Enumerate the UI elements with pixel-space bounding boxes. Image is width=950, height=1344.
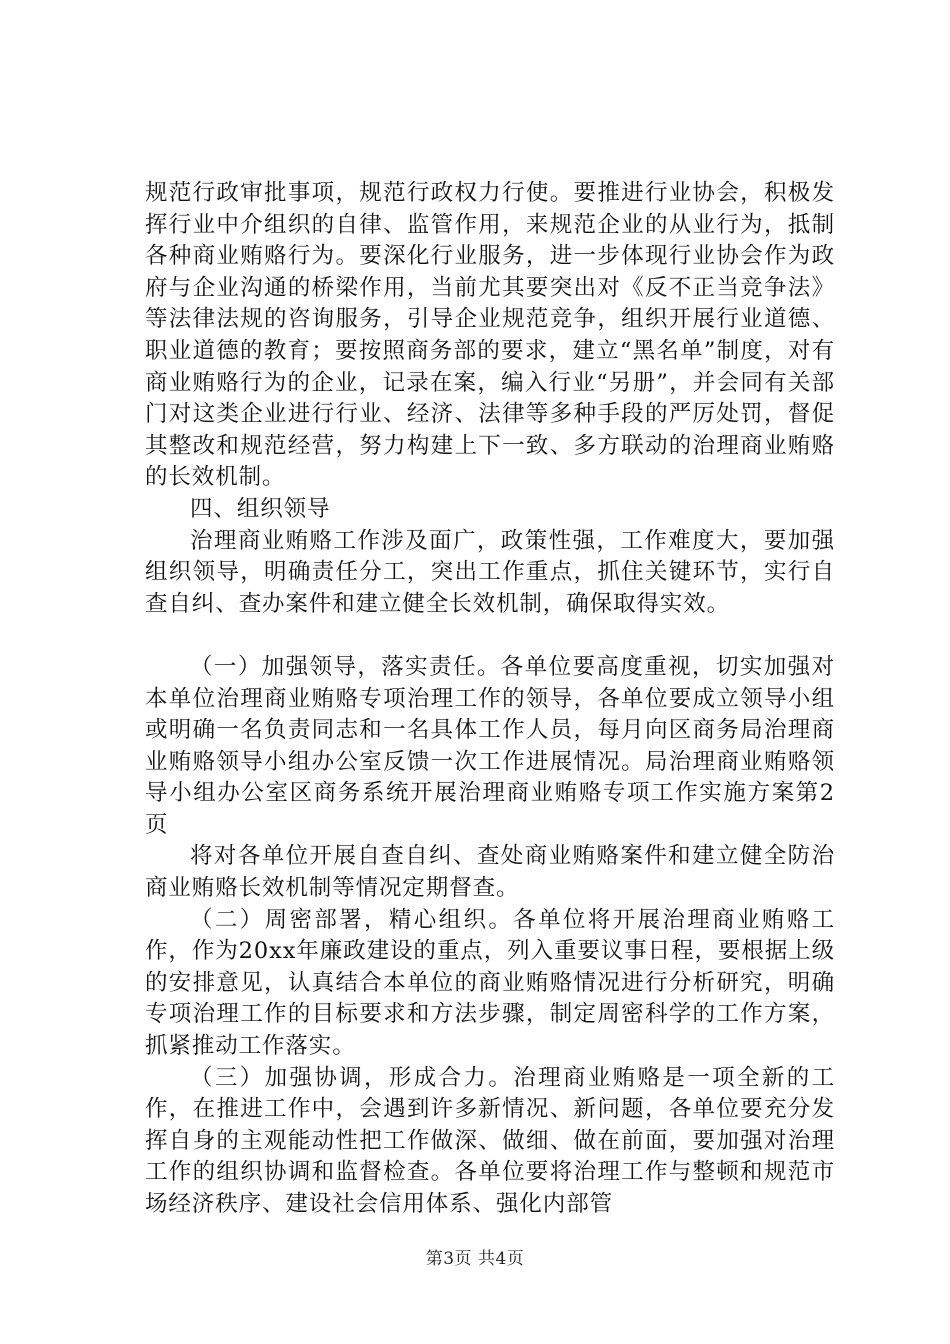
- page-number-footer: 第3页 共4页: [425, 1249, 525, 1269]
- paragraph-item-1: （一）加强领导，落实责任。各单位要高度重视，切实加强对本单位治理商业贿赂专项治理工作的领导，各单位要成立领导小组或明确一名负责同志和一名具体工作人员，每月向区商务局治理商业贿赂领导小组办公室反馈一次工作进展情况。局治理商业贿赂领导小组办公室区商务系统开展治理商业贿赂专项工作实施方案第2页: [145, 653, 835, 838]
- paragraph-continuation: 规范行政审批事项，规范行政权力行使。要推进行业协会，积极发挥行业中介组织的自律、监管作用，来规范企业的从业行为，抵制各种商业贿赂行为。要深化行业服务，进一步体现行业协会作为政府与企业沟通的桥梁作用，当前尤其要突出对《反不正当竞争法》等法律法规的咨询服务，引导企业规范竞争，组织开展行业道德、职业道德的教育；要按照商务部的要求，建立“黑名单”制度，对有商业贿赂行为的企业，记录在案，编入行业“另册”，并会同有关部门对这类企业进行行业、经济、法律等多种手段的严厉处罚，督促其整改和规范经营，努力构建上下一致、多方联动的治理商业贿赂的长效机制。: [145, 180, 835, 491]
- document-body: [145, 178, 835, 1221]
- section-heading: 四、组织领导: [190, 495, 331, 522]
- paragraph-leadership: 治理商业贿赂工作涉及面广，政策性强，工作难度大，要加强组织领导，明确责任分工，突出工作重点，抓住关键环节，实行自查自纠、查办案件和建立健全长效机制，确保取得实效。: [145, 527, 835, 617]
- paragraph-gap: [145, 620, 835, 652]
- paragraph-item-1-continued: 将对各单位开展自查自纠、查处商业贿赂案件和建立健全防治商业贿赂长效机制等情况定期督查。: [145, 843, 835, 902]
- paragraph-item-3: （三）加强协调，形成合力。治理商业贿赂是一项全新的工作，在推进工作中，会遇到许多新情况、新问题，各单位要充分发挥自身的主观能动性把工作做深、做细、做在前面，要加强对治理工作的组织协调和监督检查。各单位要将治理工作与整顿和规范市场经济秩序、建设社会信用体系、强化内部管: [145, 1064, 835, 1217]
- paragraph-item-2: （二）周密部署，精心组织。各单位将开展治理商业贿赂工作，作为20xx年廉政建设的重点，列入重要议事日程，要根据上级的安排意见，认真结合本单位的商业贿赂情况进行分析研究，明确专项治理工作的目标要求和方法步骤，制定周密科学的工作方案，抓紧推动工作落实。: [145, 906, 835, 1060]
